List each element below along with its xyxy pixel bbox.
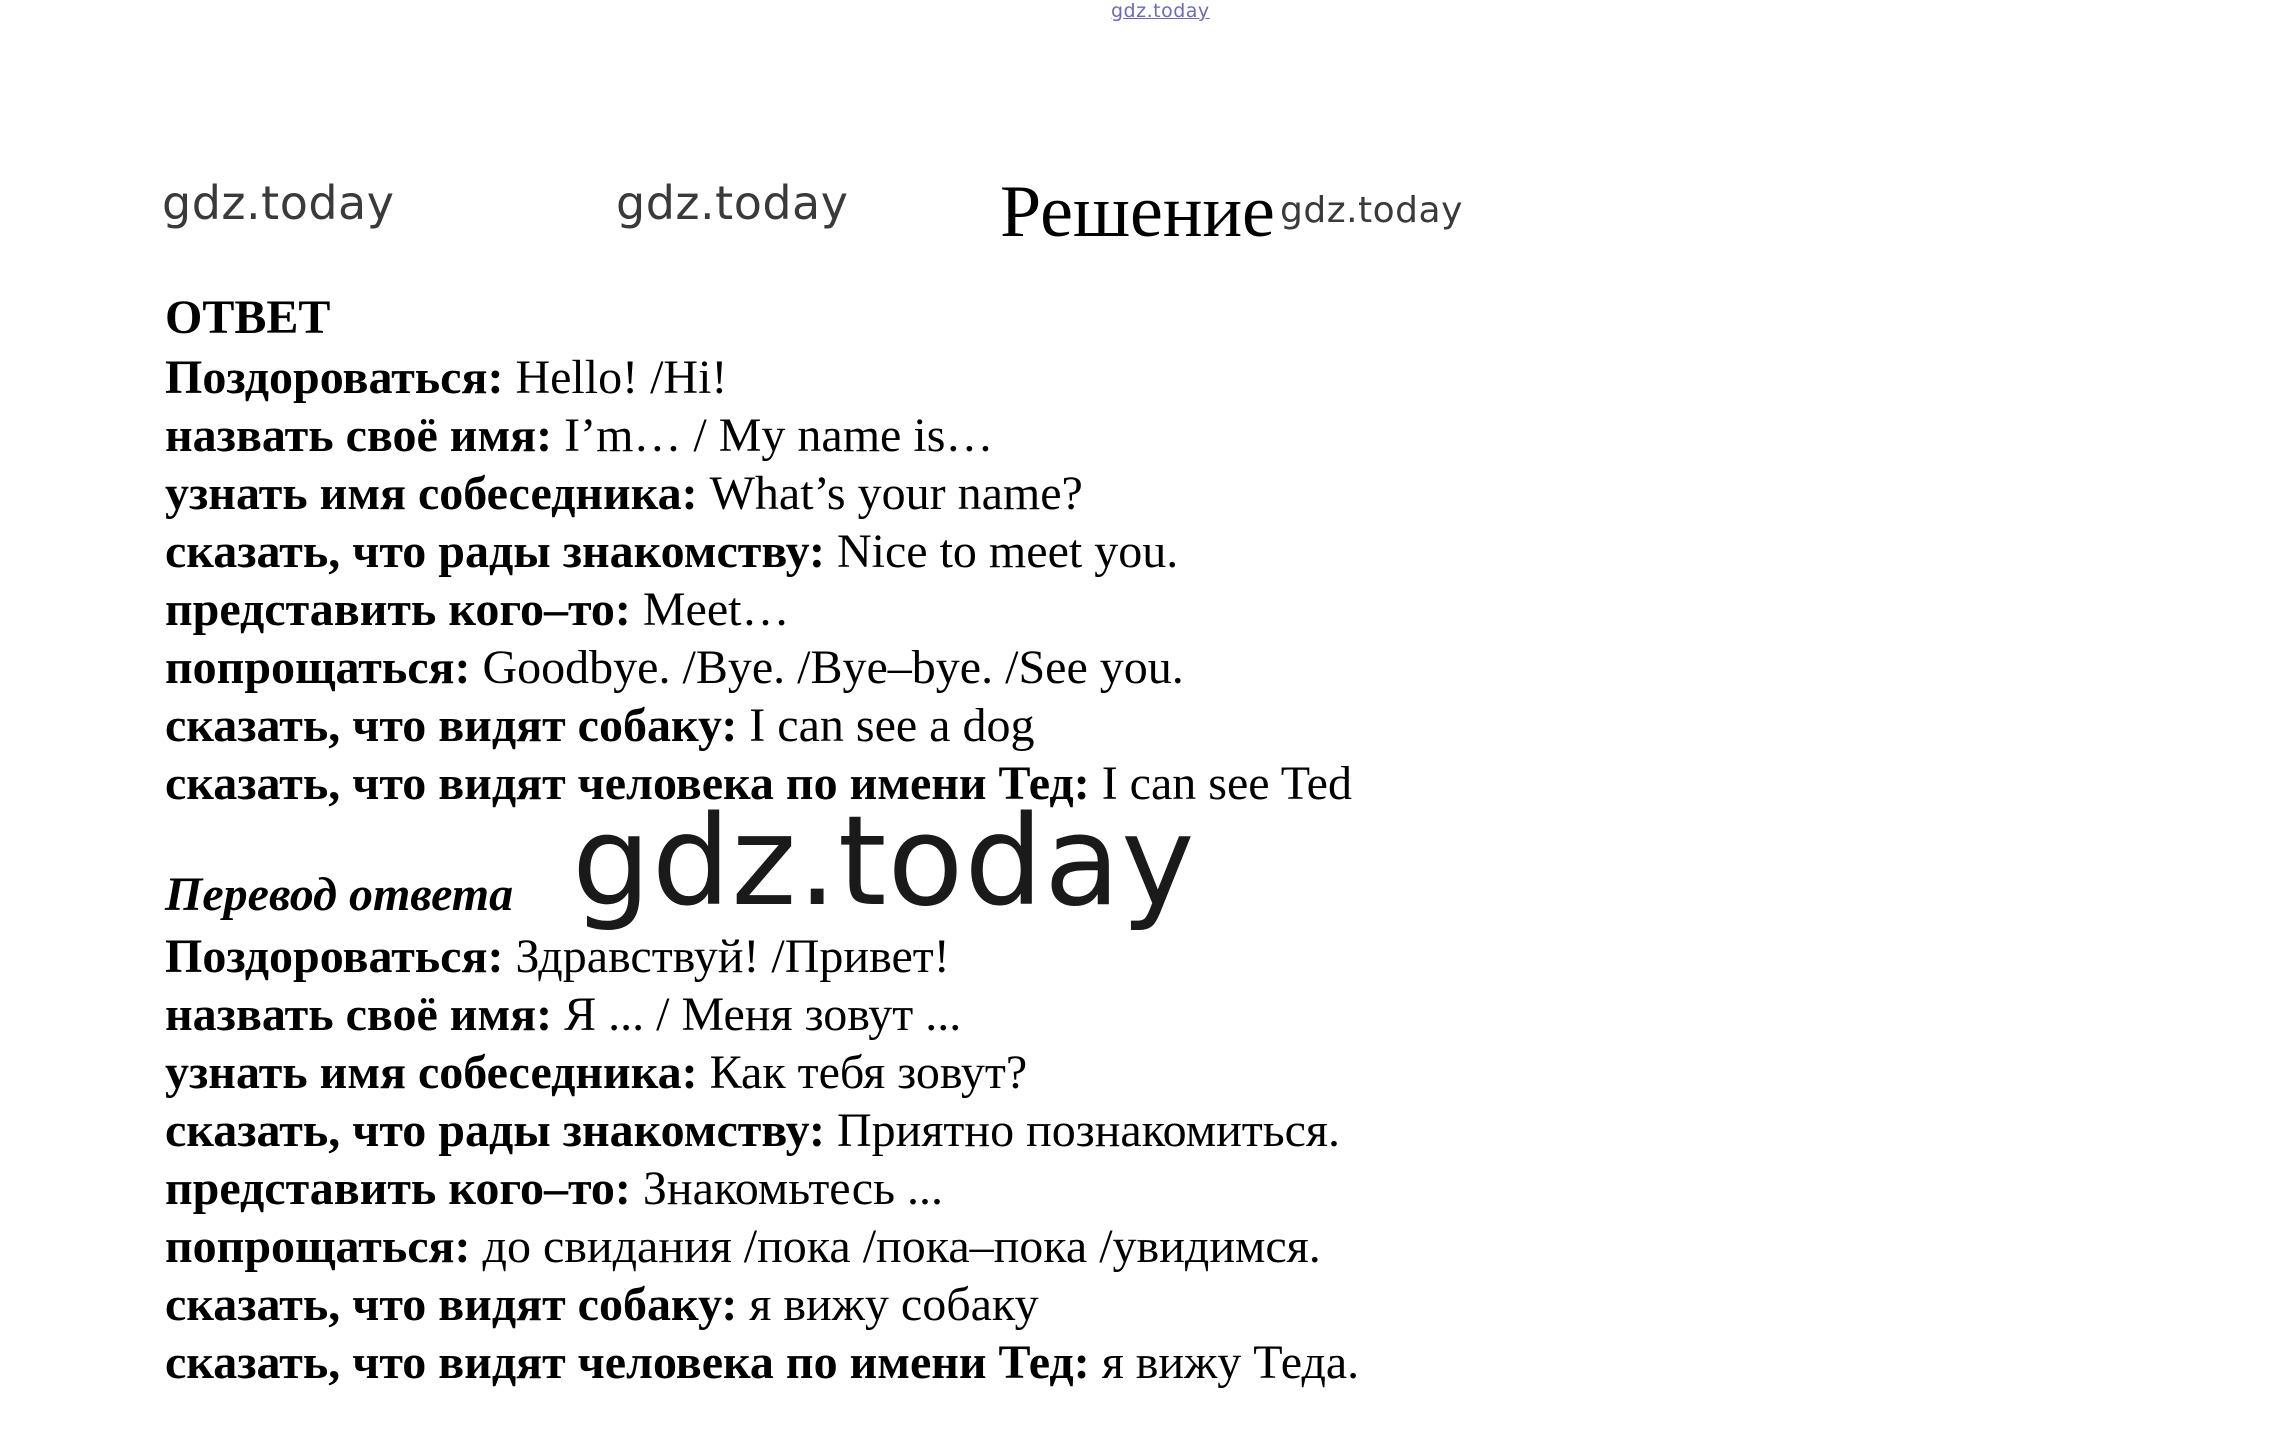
answer-row-value: Goodbye. /Bye. /Bye–bye. /See you. xyxy=(482,641,1184,694)
translation-row xyxy=(165,1046,1028,1099)
answer-row-label: попрощаться: xyxy=(165,641,483,694)
translation-row xyxy=(165,1162,943,1215)
translation-row-label: Поздороваться: xyxy=(165,930,516,983)
translation-row-value: Здравствуй! /Привет! xyxy=(515,930,950,983)
answer-row xyxy=(165,525,1179,578)
translation-row-label: сказать, что рады знакомству: xyxy=(165,1104,837,1157)
translation-row xyxy=(165,1278,1039,1331)
answer-row-label: назвать своё имя: xyxy=(165,409,565,462)
translation-row xyxy=(165,988,962,1041)
translation-row-label: представить кого–то: xyxy=(165,1162,643,1215)
answer-row-value: I can see Ted xyxy=(1101,757,1352,810)
answer-row-value: I can see a dog xyxy=(749,699,1035,752)
watermark-left: gdz.today xyxy=(162,176,395,230)
answer-row-value: I’m… / My name is… xyxy=(564,409,994,462)
translation-row xyxy=(165,1220,1321,1273)
translation-row-label: попрощаться: xyxy=(165,1220,483,1273)
answer-title: ОТВЕТ xyxy=(165,291,331,344)
answer-row-label: сказать, что видят собаку: xyxy=(165,699,750,752)
watermark-large: gdz.today xyxy=(572,790,1196,934)
translation-row-value: Приятно познакомиться. xyxy=(836,1104,1340,1157)
answer-row-value: Meet… xyxy=(642,583,790,636)
translation-row-value: Знакомьтесь ... xyxy=(642,1162,943,1215)
translation-row-label: сказать, что видят собаку: xyxy=(165,1278,750,1331)
answer-row-value: Nice to meet you. xyxy=(836,525,1179,578)
translation-row-label: узнать имя собеседника: xyxy=(165,1046,710,1099)
translation-row-value: Как тебя зовут? xyxy=(709,1046,1028,1099)
answer-row-label: сказать, что видят человека по имени Тед: xyxy=(165,757,1102,810)
answer-row xyxy=(165,351,728,404)
translation-row xyxy=(165,1104,1340,1157)
translation-row-value: я вижу собаку xyxy=(749,1278,1039,1331)
answer-row xyxy=(165,699,1035,752)
answer-row-label: узнать имя собеседника: xyxy=(165,467,710,520)
answer-row xyxy=(165,583,790,636)
answer-row xyxy=(165,409,994,462)
watermark-center: gdz.today xyxy=(616,176,849,230)
translation-row xyxy=(165,930,950,983)
translation-row-label: назвать своё имя: xyxy=(165,988,565,1041)
watermark-right: gdz.today xyxy=(1280,190,1463,231)
answer-row-label: представить кого–то: xyxy=(165,583,643,636)
answer-row xyxy=(165,641,1184,694)
watermark-top[interactable]: gdz.today xyxy=(1111,0,1210,22)
translation-row-value: до свидания /пока /пока–пока /увидимся. xyxy=(482,1220,1321,1273)
translation-row xyxy=(165,1336,1360,1389)
answer-row-value: What’s your name? xyxy=(709,467,1083,520)
answer-row-value: Hello! /Hi! xyxy=(515,351,728,404)
answer-row xyxy=(165,467,1083,520)
translation-row-value: я вижу Теда. xyxy=(1101,1336,1360,1389)
translation-row-label: сказать, что видят человека по имени Тед: xyxy=(165,1336,1102,1389)
page-title: Решение xyxy=(1000,171,1275,253)
answer-row-label: Поздороваться: xyxy=(165,351,516,404)
translation-row-value: Я ... / Меня зовут ... xyxy=(564,988,962,1041)
translation-title: Перевод ответа xyxy=(165,868,514,921)
answer-row-label: сказать, что рады знакомству: xyxy=(165,525,837,578)
